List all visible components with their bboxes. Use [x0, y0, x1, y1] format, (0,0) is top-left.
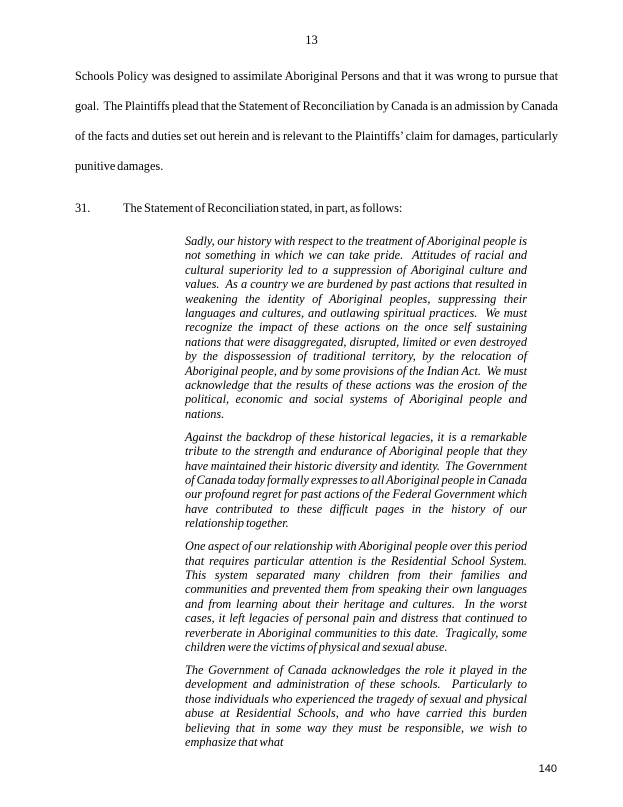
opening-paragraph: Schools Policy was designed to assimilate Aboriginal Persons and that it was wrong to pursue that goal. The Plaintiffs plead that the Statement of Reconciliation by Canada is an admission by Canada of the facts and duties set out herein and is relevant to the Plaintiffs’ claim for damages, particularly punitive damages. — [75, 69, 560, 173]
quote-paragraph-3: One aspect of our relationship with Aboriginal people over this period that requires particular attention is the Residential School System. This system separated many children from their families and communities and prevented them from speaking their own languages and from learning about their heritage and cultures. In the worst cases, it left legacies of personal pain and distress that continued to reverberate in Aboriginal communities to this date. Tragically, some children were the victims of physical and sexual abuse. — [185, 539, 532, 654]
paragraph-number: 31. — [75, 201, 91, 215]
quote-paragraph-1: Sadly, our history with respect to the treatment of Aboriginal people is not something in which we can take pride. Attitudes of racial and cultural superiority led to a suppression of Aboriginal culture and values. As a country we are burdened by past actions that resulted in weakening the identity of Aboriginal peoples, suppressing their languages and cultures, and outlawing spiritual practices. We must recognize the impact of these actions on the once self sustaining nations that were disaggregated, disrupted, limited or even destroyed by the dispossession of traditional territory, by the relocation of Aboriginal people, and by some provisions of the Indian Act. We must acknowledge that the results of these actions was the erosion of the political, economic and social systems of Aboriginal people and nations. — [185, 234, 530, 421]
reconciliation-quote-block — [185, 234, 532, 758]
paragraph-31-text: The Statement of Reconciliation stated, in part, as follows: — [123, 201, 403, 215]
page-number-header: 13 — [305, 33, 318, 47]
page-number-footer: 140 — [538, 763, 557, 775]
paragraph-31 — [75, 193, 558, 223]
quote-paragraph-2: Against the backdrop of these historical legacies, it is a remarkable tribute to the strength and endurance of Aboriginal people that they have maintained their historic diversity and identity. The Government of Canada today formally expresses to all Aboriginal people in Canada our profound regret for past actions of the Federal Government which have contributed to these difficult pages in the history of our relationship together. — [185, 429, 530, 531]
quote-paragraph-4: The Government of Canada acknowledges the role it played in the development and administration of these schools. Particularly to those individuals who experienced the tragedy of sexual and physical abuse at Residential Schools, and who have carried this burden believing that in some way they must be responsible, we wish to emphasize that what — [185, 662, 530, 749]
